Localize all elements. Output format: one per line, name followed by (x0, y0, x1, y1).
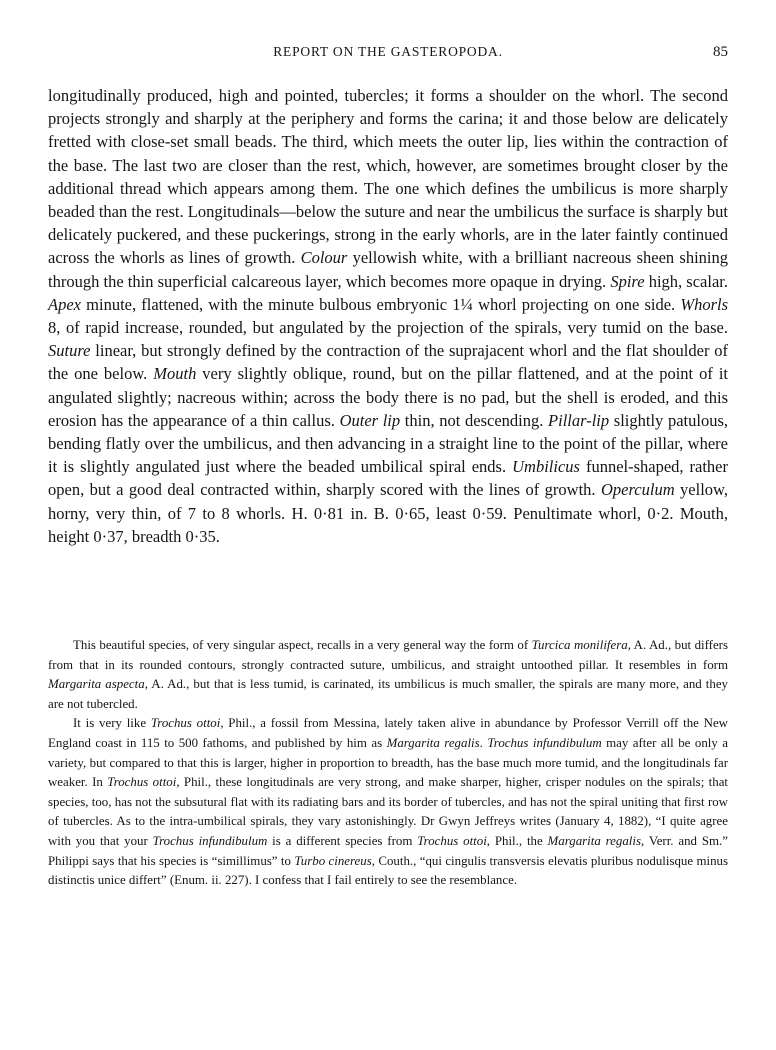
description-paragraph (48, 84, 728, 548)
text-run: , Couth., “qui cingulis transversis elevatis pluribus nodulisque minus distinctis unice differt” (Enum. ii. 227). I confess that I fail entirely to see the resemblance. (48, 853, 728, 888)
text-run: 8, of rapid increase, rounded, but angulated by the projection of the spirals, very tumid on the base. (48, 318, 728, 338)
italic-term: Pillar-lip (548, 410, 610, 430)
text-run: This beautiful species, of very singular aspect, recalls in a very general way the form of (73, 638, 532, 652)
text-run: , Verr. and Sm.” Philippi says that his species is “simillimus” to (48, 833, 728, 868)
text-run: longitudinally produced, high and pointed, tubercles; it forms a shoulder on the whorl. The second projects strongly and sharply at the periphery and forms the carina; it and those below are delicately fretted with close-set small beads. The third, which meets the outer lip, lies within the contraction of the base. The last two are closer than the rest, which, however, are sometimes brought closer by the additional thread which appears among them. The one which defines the umbilicus is more sharply beaded than the rest. Longitudinals—below the suture and near the umbilicus the surface is sharply but delicately puckered, and these puckerings, strong in the early whorls, are in the later faintly continued across the whorls as lines of growth. (48, 86, 728, 268)
italic-term: Spire (610, 271, 645, 291)
text-run: high, scalar. (644, 271, 728, 291)
page-header (48, 44, 728, 68)
italic-term: Apex (48, 294, 81, 314)
text-run: very slightly oblique, round, but on the pillar flattened, and at the point of it angulated slightly; nacreous within; across the body there is no pad, but the shell is eroded, and this erosion has the appearance of a thin callus. (48, 364, 728, 430)
text-run: yellow, horny, very thin, of 7 to 8 whorls. H. 0·81 in. B. 0·65, least 0·59. Penultimate whorl, 0·2. Mouth, height 0·37, breadth 0·35. (48, 480, 728, 546)
text-run: It is very like (73, 716, 151, 731)
text-run: funnel-shaped, rather open, but a good deal contracted within, sharply scored with the lines of growth. (48, 457, 728, 500)
italic-term: Trochus infundibulum (152, 833, 268, 848)
italic-term: Colour (300, 248, 348, 268)
italic-term: Operculum (600, 480, 675, 500)
running-head: REPORT ON THE GASTEROPODA. (273, 44, 503, 59)
italic-term: Mouth (153, 364, 197, 384)
text-run: slightly patulous, bending flatly over the umbilicus, and then advancing in a straight line to the point of the pillar, where it is slightly angulated just where the beaded umbilical spiral ends. (48, 410, 728, 477)
italic-term: Turcica monilifera (531, 638, 628, 652)
italic-term: Whorls (680, 294, 728, 314)
text-run: , A. Ad., but that is less tumid, is carinated, its umbilicus is much smaller, the spirals are many more, and they are not tubercled. (48, 677, 728, 711)
text-run: thin, not descending. (400, 410, 549, 430)
text-run: linear, but strongly defined by the contraction of the suprajacent whorl and the flat shoulder of the one below. (48, 341, 728, 384)
italic-term: Suture (48, 341, 91, 361)
text-run: yellowish white, with a brilliant nacreous sheen shining through the thin superficial calcareous layer, which becomes more opaque in drying. (48, 248, 728, 291)
italic-term: Trochus ottoi (417, 833, 487, 848)
italic-term: Margarita aspecta (48, 677, 145, 692)
text-run: minute, flattened, with the minute bulbous embryonic 1¼ whorl projecting on one side. (80, 294, 681, 314)
italic-term: Margarita regalis (386, 735, 480, 750)
page-number: 85 (713, 44, 728, 60)
remarks-section (48, 636, 728, 891)
text-run: , Phil., the (486, 833, 548, 848)
text-run: is a different species from (267, 833, 418, 848)
remark-paragraph-2 (48, 714, 728, 890)
text-run: , A. Ad., but differs from that in its rounded contours, strongly contracted suture, umbilicus, and straight untoothed pillar. It resembles in form (48, 638, 728, 672)
italic-term: Trochus infundibulum (487, 735, 602, 750)
italic-term: Umbilicus (512, 457, 580, 477)
text-run: , Phil., these longitudinals are very strong, and make sharper, higher, crisper nodules on the spirals; that species, too, has not the subsutural flat with its radiating bars and its border of tubercles, and has not the spiral uniting that first row of tubercles. As to the intra-umbilical spirals, they vary astonishingly. Dr Gwyn Jeffreys writes (January 4, 1882), “I quite agree with you that your (48, 775, 728, 848)
italic-term: Turbo cinereus (294, 853, 372, 868)
remark-paragraph-1 (48, 636, 728, 714)
italic-term: Outer lip (339, 410, 401, 430)
italic-term: Trochus ottoi (107, 775, 177, 790)
italic-term: Trochus ottoi (150, 716, 221, 731)
text-run: may after all be only a variety, but compared to that this is larger, higher in proportion to breadth, has the base much more tumid, and the longitudinals far weaker. In (48, 735, 728, 790)
text-run: , Phil., a fossil from Messina, lately taken alive in abundance by Professor Verrill off the New England coast in 115 to 500 fathoms, and published by him as (48, 716, 728, 750)
italic-term: Margarita regalis (547, 833, 641, 848)
main-description (48, 84, 728, 548)
text-run: . (479, 735, 488, 750)
